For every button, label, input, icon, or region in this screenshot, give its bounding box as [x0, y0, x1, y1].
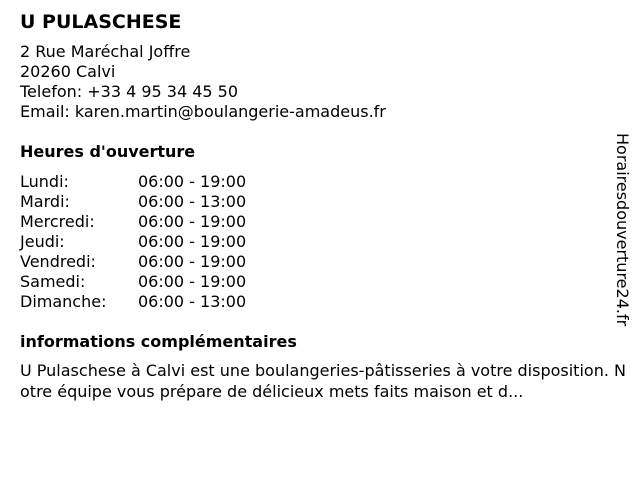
day-label: Samedi:	[20, 272, 86, 291]
day-label: Mercredi:	[20, 212, 95, 231]
address-block	[20, 42, 620, 122]
hours-row-saturday	[20, 272, 620, 292]
address-street: 2 Rue Maréchal Joffre	[20, 42, 191, 61]
day-hours: 06:00 - 19:00	[138, 172, 247, 191]
opening-hours-heading: Heures d'ouverture	[20, 142, 196, 161]
day-label: Lundi:	[20, 172, 69, 191]
hours-row-wednesday	[20, 212, 620, 232]
day-hours: 06:00 - 13:00	[138, 192, 247, 211]
hours-row-sunday	[20, 292, 620, 312]
day-hours: 06:00 - 19:00	[138, 272, 247, 291]
day-hours: 06:00 - 19:00	[138, 212, 247, 231]
day-label: Jeudi:	[20, 232, 65, 251]
day-label: Mardi:	[20, 192, 70, 211]
address-city: 20260 Calvi	[20, 62, 116, 81]
hours-row-tuesday	[20, 192, 620, 212]
business-name: U PULASCHESE	[20, 11, 182, 33]
day-hours: 06:00 - 13:00	[138, 292, 247, 311]
email-address[interactable]: Email: karen.martin@boulangerie-amadeus.fr	[20, 102, 386, 121]
day-label: Dimanche:	[20, 292, 107, 311]
day-hours: 06:00 - 19:00	[138, 252, 247, 271]
additional-info-text: U Pulaschese à Calvi est une boulangeries-pâtisseries à votre disposition. Notre équipe vous prépare de délicieux mets faits maison et d...	[20, 361, 626, 401]
phone-number[interactable]: Telefon: +33 4 95 34 45 50	[20, 82, 239, 101]
day-label: Vendredi:	[20, 252, 96, 271]
hours-row-monday	[20, 172, 620, 192]
additional-info-heading: informations complémentaires	[20, 332, 297, 351]
hours-row-friday	[20, 252, 620, 272]
hours-row-thursday	[20, 232, 620, 252]
day-hours: 06:00 - 19:00	[138, 232, 247, 251]
brand-watermark: Horairesdouverture24.fr	[613, 133, 632, 327]
opening-hours-list	[20, 172, 620, 312]
